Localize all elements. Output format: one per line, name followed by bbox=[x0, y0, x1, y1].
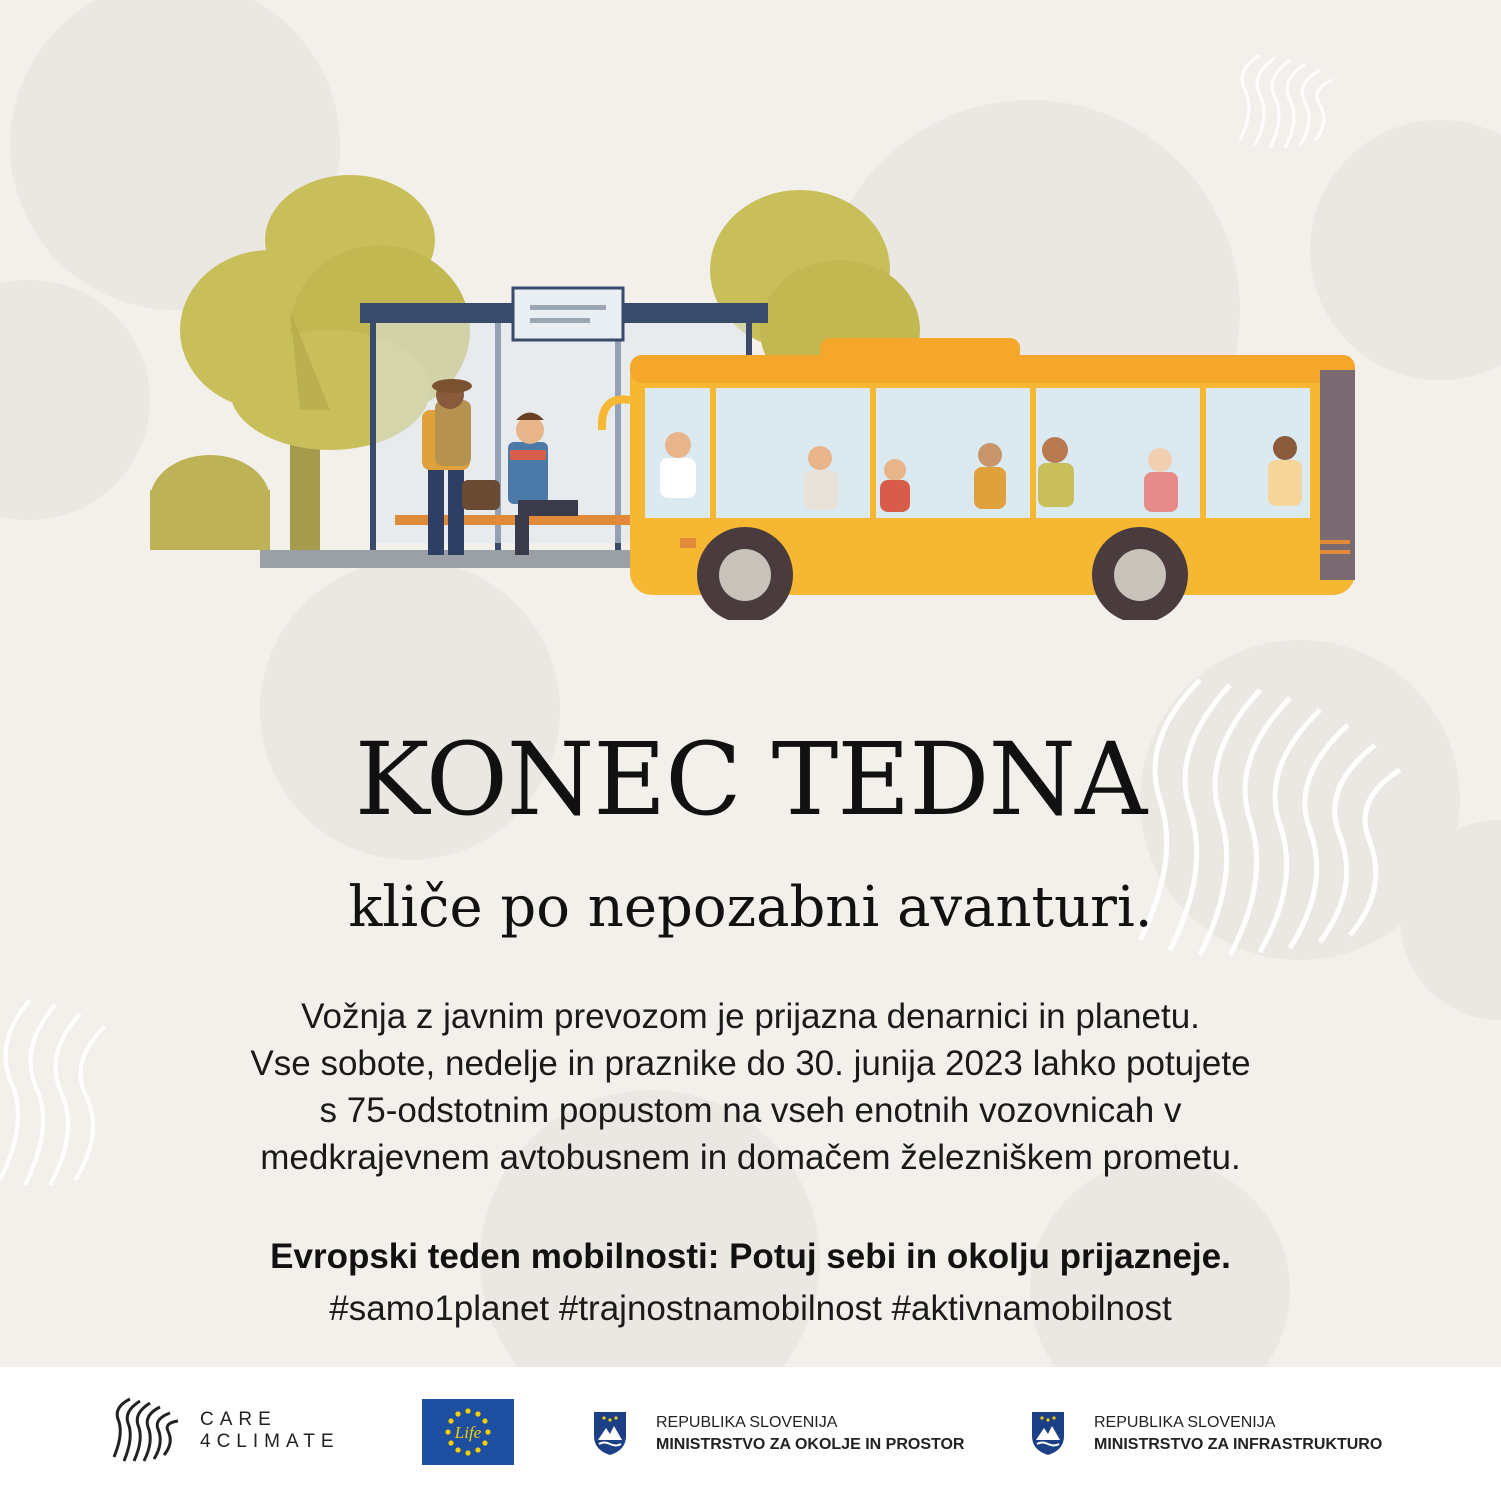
slovenia-coat-of-arms-icon bbox=[1030, 1410, 1066, 1456]
hashtags: #samo1planet #trajnostnamobilnost #aktivnamobilnost bbox=[329, 1289, 1172, 1328]
slovenia-coat-of-arms-icon bbox=[592, 1410, 628, 1456]
svg-text:Life: Life bbox=[454, 1423, 482, 1442]
eu-stars-icon bbox=[422, 1399, 514, 1465]
ministry-infrastructure-logo bbox=[1030, 1408, 1410, 1458]
tagline: Evropski teden mobilnosti: Potuj sebi in okolju prijazneje. bbox=[270, 1237, 1231, 1276]
body-paragraph bbox=[100, 993, 1401, 1181]
wave-pattern bbox=[1230, 50, 1340, 150]
gov1-line1: REPUBLIKA SLOVENIJA bbox=[656, 1414, 838, 1431]
body-line: medkrajevnem avtobusnem in domačem železniškem prometu. bbox=[260, 1138, 1241, 1177]
bg-circle bbox=[0, 280, 150, 520]
body-line: s 75-odstotnim popustom na vseh enotnih vozovnicah v bbox=[319, 1091, 1182, 1130]
headline: KONEC TEDNA bbox=[354, 721, 1147, 838]
care4climate-text: CARE 4CLIMATE bbox=[200, 1409, 340, 1452]
ministry-environment-logo bbox=[592, 1408, 972, 1458]
body-line: Vožnja z javnim prevozom je prijazna denarnici in planetu. bbox=[301, 997, 1200, 1036]
body-line: Vse sobote, nedelje in praznike do 30. junija 2023 lahko potujete bbox=[250, 1044, 1251, 1083]
gov1-line2: MINISTRSTVO ZA OKOLJE IN PROSTOR bbox=[656, 1436, 965, 1453]
eu-life-logo bbox=[422, 1399, 514, 1465]
bus-stop-illustration bbox=[140, 160, 1370, 620]
bush-left bbox=[150, 455, 270, 550]
subheadline: kliče po nepozabni avanturi. bbox=[348, 875, 1153, 940]
gov2-line2: MINISTRSTVO ZA INFRASTRUKTURO bbox=[1094, 1436, 1383, 1453]
fingerprint-icon bbox=[108, 1397, 180, 1463]
bus bbox=[602, 338, 1355, 620]
gov2-line1: REPUBLIKA SLOVENIJA bbox=[1094, 1414, 1276, 1431]
care4climate-logo bbox=[108, 1397, 358, 1463]
